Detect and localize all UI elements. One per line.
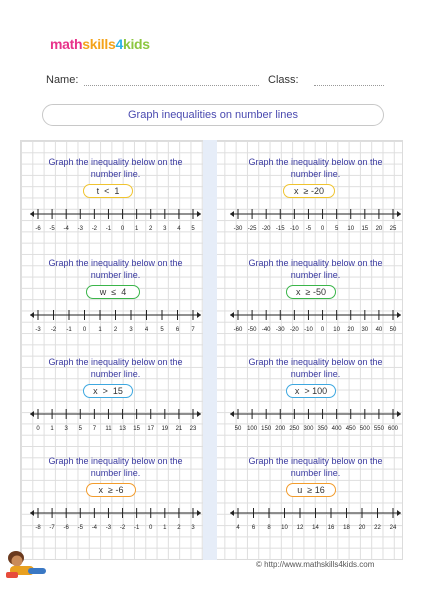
problem-1	[28, 156, 203, 261]
problem-prompt: Graph the inequality below on the number line.	[48, 456, 183, 478]
tick-label: 3	[129, 327, 133, 333]
problem-prompt: Graph the inequality below on the number line.	[248, 258, 383, 280]
number-line[interactable]	[228, 501, 403, 537]
tick-label: 1	[163, 525, 167, 531]
tick-label: 19	[161, 426, 169, 432]
problem-prompt: Graph the inequality below on the number line.	[48, 157, 183, 179]
worksheet-title: Graph inequalities on number lines	[42, 104, 384, 126]
problem-6	[228, 356, 403, 461]
tick-label: 13	[119, 426, 126, 432]
tick-label: 200	[275, 426, 286, 432]
tick-label: 20	[358, 525, 366, 531]
tick-label: 20	[347, 327, 355, 333]
arrow-right-icon	[397, 211, 401, 217]
number-line[interactable]	[228, 303, 403, 339]
tick-label: 20	[375, 226, 383, 232]
tick-label: 1	[98, 327, 102, 333]
tick-label: 0	[320, 226, 325, 232]
tick-label: 10	[347, 226, 355, 232]
inequality-badge: x ≥ -20	[283, 184, 335, 198]
tick-label: -10	[304, 327, 313, 333]
name-field[interactable]	[84, 85, 259, 86]
tick-label: 17	[147, 426, 155, 432]
tick-label: -7	[49, 525, 55, 531]
name-label: Name:	[46, 74, 79, 86]
number-line[interactable]	[228, 202, 403, 238]
tick-label: 24	[389, 525, 397, 531]
tick-label: 12	[296, 525, 304, 531]
number-line[interactable]	[28, 501, 203, 537]
tick-label: -1	[133, 525, 140, 531]
tick-label: 2	[149, 226, 153, 232]
tick-label: -4	[91, 525, 98, 531]
tick-label: 550	[373, 426, 384, 432]
tick-label: -60	[233, 327, 243, 333]
tick-label: 7	[191, 327, 195, 333]
tick-label: 300	[303, 426, 314, 432]
inequality-badge: u ≥ 16	[286, 483, 336, 497]
inequality-badge: x > 15	[83, 384, 133, 398]
problem-5	[28, 356, 203, 461]
tick-label: 10	[281, 525, 288, 531]
problem-prompt: Graph the inequality below on the number line.	[248, 157, 383, 179]
tick-label: 14	[312, 525, 319, 531]
tick-label: 350	[317, 426, 328, 432]
tick-label: 30	[361, 327, 369, 333]
tick-label: -40	[261, 327, 271, 333]
tick-label: -20	[290, 327, 299, 333]
problem-prompt: Graph the inequality below on the number line.	[48, 357, 183, 379]
tick-label: 10	[333, 327, 340, 333]
tick-label: -4	[63, 226, 69, 232]
tick-label: 1	[50, 426, 54, 432]
tick-label: 2	[177, 525, 181, 531]
tick-label: -5	[77, 525, 83, 531]
tick-label: 400	[331, 426, 342, 432]
tick-label: -25	[247, 226, 257, 232]
tick-label: 25	[389, 226, 397, 232]
tick-label: 4	[177, 226, 181, 232]
tick-label: -2	[119, 525, 126, 531]
website-footer: © http://www.mathskills4kids.com	[256, 560, 375, 569]
tick-label: 5	[78, 426, 82, 432]
inequality-badge: w ≤ 4	[86, 285, 140, 299]
tick-label: 3	[64, 426, 68, 432]
problem-2	[228, 156, 403, 261]
problem-3	[28, 257, 203, 362]
number-line[interactable]	[228, 402, 403, 438]
arrow-right-icon	[197, 211, 201, 217]
tick-label: -1	[105, 226, 112, 232]
tick-label: -2	[50, 327, 57, 333]
tick-label: -3	[35, 327, 41, 333]
tick-label: -2	[91, 226, 98, 232]
tick-label: 600	[387, 426, 399, 432]
arrow-left-icon	[30, 312, 34, 318]
tick-label: 6	[251, 525, 256, 531]
tick-label: -15	[275, 226, 285, 232]
tick-label: 0	[149, 525, 153, 531]
arrow-left-icon	[30, 510, 34, 516]
arrow-left-icon	[230, 411, 234, 417]
tick-label: 11	[105, 426, 112, 432]
tick-label: 5	[334, 226, 339, 232]
tick-label: 0	[36, 426, 40, 432]
inequality-badge: x > 100	[286, 384, 336, 398]
class-field[interactable]	[314, 85, 384, 86]
problem-8	[228, 455, 403, 560]
arrow-right-icon	[397, 510, 401, 516]
tick-label: -3	[77, 226, 83, 232]
tick-label: 150	[261, 426, 272, 432]
tick-label: 2	[113, 327, 118, 333]
tick-label: -1	[66, 327, 72, 333]
tick-label: 22	[374, 525, 381, 531]
tick-label: 1	[134, 226, 139, 232]
problem-4	[228, 257, 403, 362]
column-divider	[203, 140, 217, 560]
arrow-right-icon	[197, 510, 201, 516]
problem-prompt: Graph the inequality below on the number line.	[248, 456, 383, 478]
arrow-right-icon	[397, 312, 401, 318]
problem-7	[28, 455, 203, 560]
tick-label: 0	[82, 327, 87, 333]
tick-label: 5	[191, 226, 195, 232]
tick-label: -10	[290, 226, 299, 232]
tick-label: 8	[267, 525, 271, 531]
tick-label: 5	[160, 327, 164, 333]
tick-label: 23	[189, 426, 197, 432]
problem-prompt: Graph the inequality below on the number line.	[248, 357, 383, 379]
tick-label: -6	[35, 226, 41, 232]
tick-label: 7	[92, 426, 97, 432]
arrow-right-icon	[397, 411, 401, 417]
tick-label: 4	[236, 525, 240, 531]
tick-label: 15	[361, 226, 369, 232]
tick-label: 0	[320, 327, 325, 333]
tick-label: -30	[275, 327, 285, 333]
problem-prompt: Graph the inequality below on the number line.	[48, 258, 183, 280]
arrow-right-icon	[197, 312, 201, 318]
number-line[interactable]	[28, 402, 203, 438]
arrow-left-icon	[230, 510, 234, 516]
tick-label: 0	[120, 226, 125, 232]
child-reading-illustration	[2, 548, 48, 580]
tick-label: 450	[345, 426, 356, 432]
arrow-left-icon	[230, 211, 234, 217]
tick-label: 15	[133, 426, 140, 432]
tick-label: 3	[191, 525, 195, 531]
class-label: Class:	[268, 74, 299, 86]
tick-label: -3	[105, 525, 112, 531]
arrow-right-icon	[197, 411, 201, 417]
arrow-left-icon	[230, 312, 234, 318]
tick-label: -30	[233, 226, 243, 232]
arrow-left-icon	[30, 211, 34, 217]
tick-label: 3	[163, 226, 167, 232]
tick-label: -8	[35, 525, 41, 531]
inequality-badge: x ≥ -6	[86, 483, 136, 497]
tick-label: -50	[247, 327, 257, 333]
tick-label: 500	[359, 426, 370, 432]
name-class-row	[46, 74, 386, 90]
inequality-badge: x ≥ -50	[286, 285, 336, 299]
tick-label: -6	[63, 525, 69, 531]
inequality-badge: t < 1	[83, 184, 133, 198]
tick-label: 250	[289, 426, 300, 432]
number-line[interactable]	[28, 202, 203, 238]
tick-label: 21	[175, 426, 183, 432]
tick-label: 100	[247, 426, 258, 432]
tick-label: 6	[175, 327, 180, 333]
arrow-left-icon	[30, 411, 34, 417]
number-line[interactable]	[28, 303, 203, 339]
tick-label: -20	[261, 226, 271, 232]
tick-label: -5	[49, 226, 55, 232]
tick-label: 16	[327, 525, 335, 531]
tick-label: 4	[144, 327, 149, 333]
tick-label: 50	[234, 426, 242, 432]
tick-label: 18	[343, 525, 350, 531]
tick-label: -5	[305, 226, 312, 232]
tick-label: 40	[375, 327, 383, 333]
tick-label: 50	[389, 327, 397, 333]
mathskills4kids-logo: mathskills4kids	[50, 36, 150, 52]
